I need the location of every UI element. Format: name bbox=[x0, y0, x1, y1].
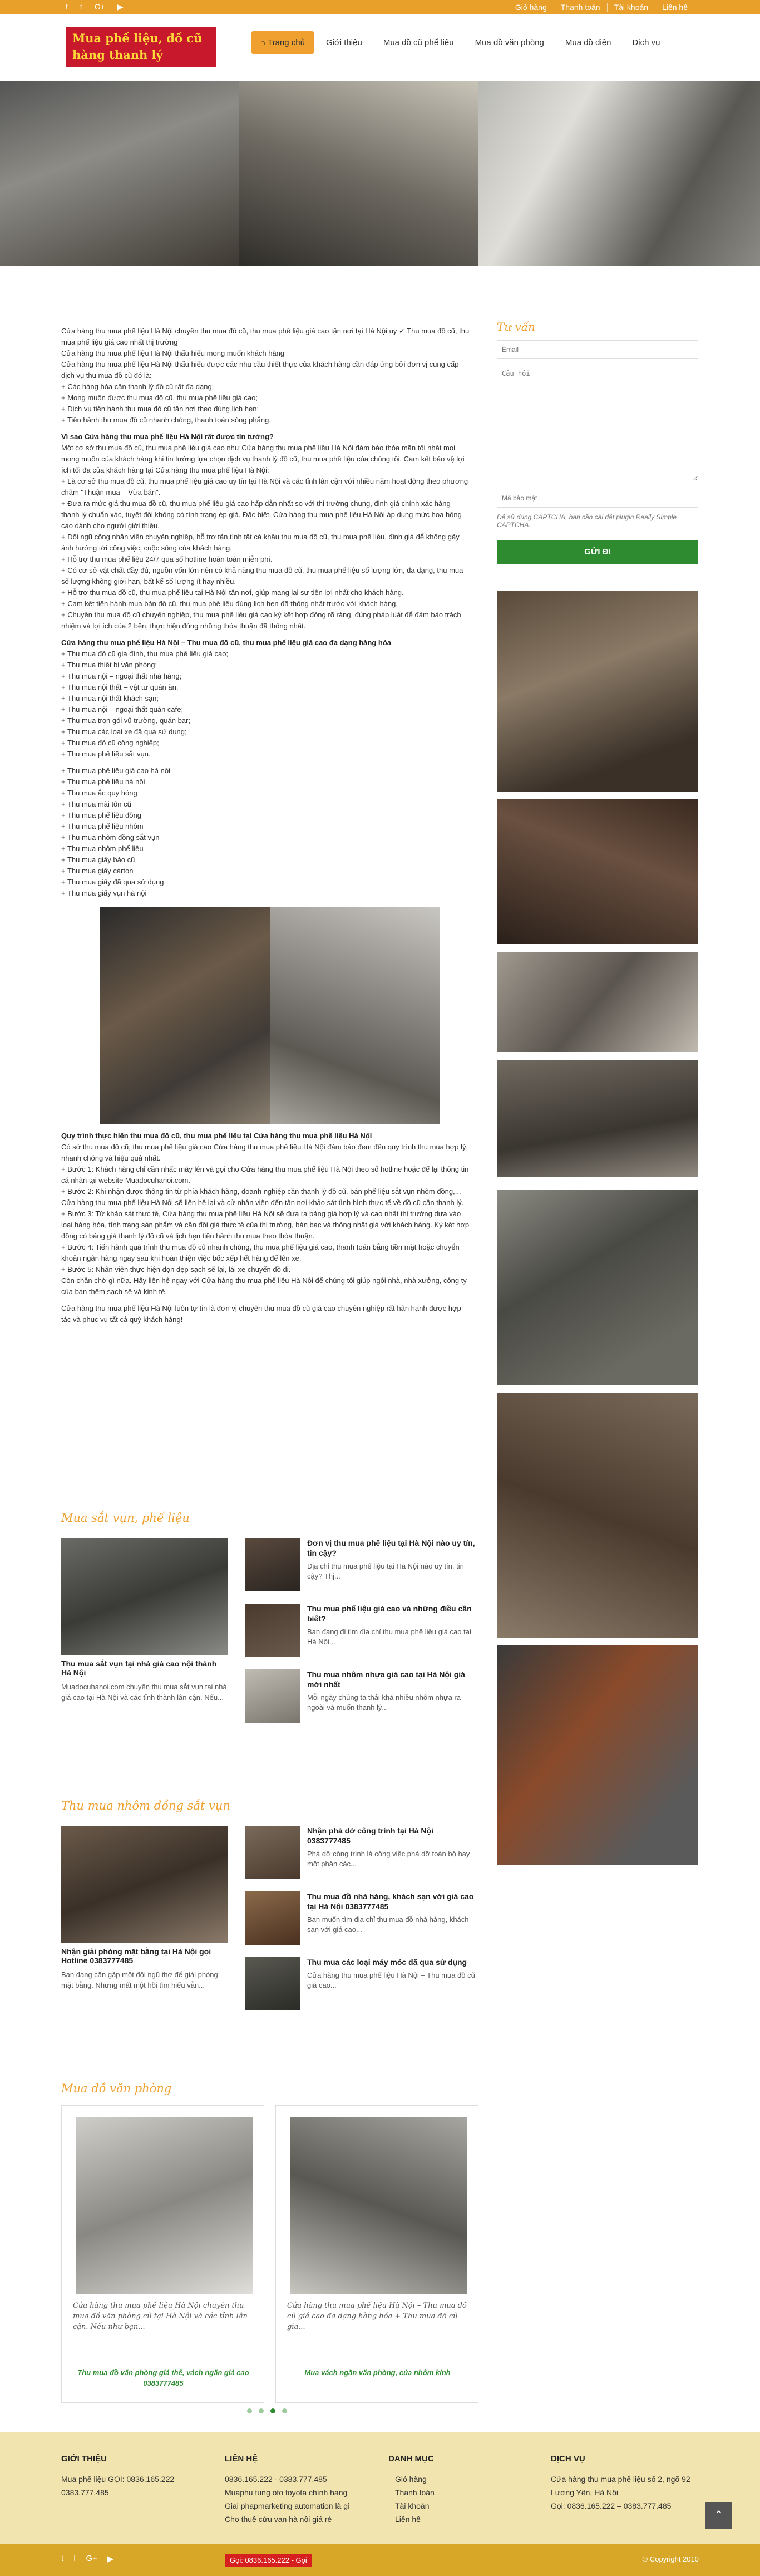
site-footer bbox=[0, 2432, 760, 2544]
list-item: + Thu mua đồ cũ gia đình, thu mua phế liệu giá cao; bbox=[61, 650, 229, 658]
nav-home[interactable]: ⌂ Trang chủ bbox=[251, 31, 314, 54]
card-link[interactable]: Thu mua đồ văn phòng giá thế, vách ngăn giá cao 0383777485 bbox=[77, 2368, 249, 2387]
footer-heading: GIỚI THIỆU bbox=[61, 2454, 107, 2464]
list-item[interactable]: + Thu mua phế liệu hà nội bbox=[61, 778, 145, 786]
list-item: + Các hàng hóa cần thanh lý đồ cũ rất đa dạng; bbox=[61, 382, 214, 391]
top-bar bbox=[0, 0, 760, 14]
featured-post[interactable] bbox=[61, 1538, 228, 1703]
list-item: + Bước 4: Tiến hành quá trình thu mua đồ cũ nhanh chóng, thu mua phế liệu giá cao, thanh toán bằng tiền mặt hoặc chuyển khoản ngân hàng ngay sau khi hoàn thiện việc bốc xếp hết hàng để lên xe. bbox=[61, 1243, 460, 1262]
list-item: + Mong muốn được thu mua đồ cũ, thu mua phế liệu giá cao; bbox=[61, 394, 258, 402]
section-title: Mua đồ văn phòng bbox=[61, 2082, 172, 2095]
list-item[interactable]: + Thu mua giấy báo cũ bbox=[61, 856, 135, 864]
card-link[interactable]: Mua vách ngăn văn phòng, của nhôm kính bbox=[304, 2368, 451, 2377]
footer-heading: DỊCH VỤ bbox=[551, 2454, 585, 2464]
home-icon: ⌂ bbox=[260, 38, 266, 47]
list-item[interactable]: + Thu mua nhôm đồng sắt vụn bbox=[61, 833, 160, 842]
list-item: + Đưa ra mức giá thu mua đồ cũ, thu mua phế liệu giá cao hấp dẫn nhất so với thị trường chung, định giá chính xác hàng thanh lý chuẩn xác, tuyệt đối không có tình trạng ép giá. Đặc biệt, Cửa hàng thu mua phế liệu Hà Nội áp dụng mức hoa hồng cao dành cho người giới thiệu. bbox=[61, 499, 462, 530]
google-plus-icon[interactable]: G+ bbox=[86, 2554, 97, 2563]
list-item[interactable]: + Thu mua giấy vụn hà nội bbox=[61, 889, 147, 897]
post-item[interactable] bbox=[245, 1538, 478, 1591]
post-thumbnail[interactable] bbox=[245, 1604, 300, 1657]
post-item[interactable] bbox=[245, 1669, 478, 1723]
list-item: + Cam kết tiến hành mua bán đồ cũ, thu mua phế liệu đúng lịch hẹn đã thống nhất trước với khách hàng. bbox=[61, 599, 398, 608]
social-links bbox=[61, 2554, 113, 2564]
banner-image-office-partitions bbox=[478, 81, 760, 266]
post-excerpt: Muadocuhanoi.com chuyên thu mua sắt vụn tại nhà giá cao tại Hà Nội và các tỉnh thành lân cận. Nếu... bbox=[61, 1683, 227, 1702]
google-plus-icon[interactable]: G+ bbox=[94, 2, 105, 11]
sidebar-image-7 bbox=[497, 1645, 698, 1865]
top-links bbox=[509, 3, 694, 12]
post-excerpt: Phá dỡ công trình là công việc phá dỡ toàn bộ hay một phần các... bbox=[307, 1850, 470, 1868]
post-title[interactable]: Đơn vị thu mua phế liệu tại Hà Nội nào uy tín, tin cậy? bbox=[307, 1538, 475, 1557]
list-item: + Thu mua phế liệu sắt vụn. bbox=[61, 750, 151, 758]
list-item: + Bước 2: Khi nhận được thông tin từ phía khách hàng, doanh nghiệp cần thanh lý đồ cũ, bán phế liệu sắt vụn nhôm đồng,... Cửa hàng thu mua phế liệu Hà Nội sẽ liên hệ lại và cử nhân viên đến tận nơi khảo sát tình hình thực tế về đồ cũ cần thanh lý. bbox=[61, 1187, 464, 1207]
account-link[interactable]: Tài khoản bbox=[607, 3, 655, 12]
checkout-link[interactable]: Thanh toán bbox=[554, 3, 607, 12]
footer-about bbox=[61, 2452, 211, 2499]
cart-link[interactable]: Giỏ hàng bbox=[515, 3, 547, 12]
twitter-icon[interactable]: t bbox=[80, 2, 82, 11]
office-card[interactable] bbox=[275, 2105, 478, 2403]
list-item: + Thu mua nội – ngoại thất nhà hàng; bbox=[61, 672, 182, 680]
footer-phone: Gọi: 0836.165.222 – 0383.777.485 bbox=[551, 2501, 672, 2510]
post-title[interactable]: Thu mua các loại máy móc đã qua sử dụng bbox=[307, 1958, 467, 1967]
list-item: + Bước 3: Từ khảo sát thực tế, Cửa hàng thu mua phế liệu Hà Nội sẽ đưa ra bảng giá hợp lý và cao nhất thị trường dựa vào loại hàng hóa, tình trạng sản phẩm và cân đối giá thực tế của thị trường, bàn bạc và thống nhất giá với khách hàng. Ký kết hợp đồng có bảng giá thanh lý đồ cũ và lịch hẹn tiến hành thu mua theo thỏa thuận. bbox=[61, 1210, 470, 1240]
post-title[interactable]: Thu mua đồ nhà hàng, khách sạn với giá cao tại Hà Nội 0383777485 bbox=[307, 1892, 474, 1911]
needs-list bbox=[61, 381, 470, 426]
sidebar bbox=[497, 320, 698, 1865]
banner-image-workers bbox=[239, 81, 478, 266]
list-item[interactable]: + Thu mua phế liệu đồng bbox=[61, 811, 141, 819]
card-caption: Cửa hàng thu mua phế liệu Hà Nội chuyên thu mua đồ văn phòng cũ tại Hà Nội và các tỉnh lân cận. Nếu như bạn... bbox=[73, 2302, 248, 2331]
sidebar-image-2 bbox=[497, 799, 698, 944]
list-item: + Là cơ sở thu mua đồ cũ, thu mua phế liệu giá cao uy tín tại Hà Nội và các tỉnh lân cận với nhiều năm hoạt động theo phương châm "Thuận mua – Vừa bán". bbox=[61, 477, 468, 496]
photo-machine-parts bbox=[270, 907, 440, 1124]
list-item: + Thu mua nội thất – vật tư quán ăn; bbox=[61, 683, 179, 691]
heading-why: Vì sao Cửa hàng thu mua phế liệu Hà Nội rất được tin tưởng? bbox=[61, 432, 274, 441]
footer-link[interactable]: 0836.165.222 - 0383.777.485 bbox=[225, 2475, 327, 2484]
post-thumbnail[interactable] bbox=[61, 1538, 228, 1655]
section-office bbox=[61, 2082, 473, 2410]
post-excerpt: Bạn đang cần gấp một đội ngũ thợ để giải phóng mặt bằng. Nhưng mất một hồi tìm hiểu vẫn... bbox=[61, 1970, 218, 1989]
post-item[interactable] bbox=[245, 1891, 478, 1945]
bottom-bar bbox=[0, 2544, 760, 2576]
post-excerpt: Địa chỉ thu mua phế liệu tại Hà Nội nào uy tín, tin cậy? Thị... bbox=[307, 1562, 464, 1580]
sidebar-image-3 bbox=[497, 952, 698, 1052]
email-field[interactable] bbox=[497, 340, 698, 359]
footer-link[interactable]: Tài khoản bbox=[395, 2501, 430, 2510]
main-nav bbox=[251, 31, 669, 54]
footer-link[interactable]: Cho thuê cửu vạn hà nội giá rẻ bbox=[225, 2515, 332, 2524]
card-image[interactable] bbox=[290, 2117, 467, 2294]
list-item: + Hỗ trợ thu mua phế liệu 24/7 qua số hotline hoàn toàn miễn phí. bbox=[61, 555, 273, 563]
nav-electric[interactable]: Mua đồ điện bbox=[565, 38, 611, 47]
back-to-top-icon[interactable]: ⌃ bbox=[705, 2502, 732, 2529]
goods-list bbox=[61, 648, 470, 760]
post-title[interactable]: Thu mua phế liệu giá cao và những điều cần biết? bbox=[307, 1604, 472, 1623]
nav-services[interactable]: Dịch vụ bbox=[632, 38, 660, 47]
sidebar-image-5 bbox=[497, 1190, 698, 1385]
reasons-list bbox=[61, 476, 470, 632]
intro-p1: Cửa hàng thu mua phế liệu Hà Nội chuyên thu mua đồ cũ, thu mua phế liệu giá cao tận nơi tại Hà Nội uy ✓ Thu mua đồ cũ, thu mua phế liệu giá cao nhất thị trường bbox=[61, 327, 470, 346]
post-thumbnail[interactable] bbox=[245, 1957, 300, 2010]
list-item[interactable]: + Thu mua phế liệu nhôm bbox=[61, 822, 144, 830]
card-caption: Cửa hàng thu mua phế liệu Hà Nội – Thu mua đồ cũ giá cao đa dạng hàng hóa + Thu mua đồ cũ gia... bbox=[287, 2302, 467, 2331]
steps-list bbox=[61, 1164, 470, 1275]
carousel-dot-active[interactable] bbox=[270, 2408, 275, 2413]
consult-title: Tư vấn bbox=[497, 320, 536, 333]
list-item[interactable]: + Thu mua mài tôn cũ bbox=[61, 800, 131, 808]
intro-p3: Cửa hàng thu mua phế liệu Hà Nội thấu hiểu được các nhu cầu thiết thực của khách hàng cần đáp ứng bởi đơn vị cung cấp dịch vụ thu mua đồ cũ đó là: bbox=[61, 360, 459, 380]
footer-heading: LIÊN HỆ bbox=[225, 2454, 258, 2464]
banner-image-scrap-site bbox=[0, 81, 239, 266]
article-content bbox=[61, 326, 470, 1325]
list-item: + Dịch vụ tiến hành thu mua đồ cũ tận nơi theo đúng lịch hẹn; bbox=[61, 405, 259, 413]
list-item: + Thu mua thiết bị văn phòng; bbox=[61, 661, 157, 669]
sidebar-image-4 bbox=[497, 1060, 698, 1177]
post-item[interactable] bbox=[245, 1604, 478, 1657]
question-field[interactable] bbox=[497, 365, 698, 481]
list-item[interactable]: + Thu mua ắc quy hỏng bbox=[61, 789, 137, 797]
site-logo[interactable]: Mua phế liệu, đồ cũ hàng thanh lý bbox=[66, 27, 216, 67]
footer-contact bbox=[225, 2452, 375, 2526]
copyright: © Copyright 2010 bbox=[642, 2555, 699, 2563]
post-thumbnail[interactable] bbox=[245, 1891, 300, 1945]
list-item: + Thu mua trọn gói vũ trường, quán bar; bbox=[61, 716, 190, 725]
post-excerpt: Bạn muốn tìm địa chỉ thu mua đồ nhà hàng, khách sạn với giá cao... bbox=[307, 1915, 469, 1934]
list-item: + Bước 1: Khách hàng chỉ cần nhấc máy lên và gọi cho Cửa hàng thu mua phế liệu Hà Nội theo số hotline hoặc để lại thông tin cá nhân tại website Muadocuhanoi.com. bbox=[61, 1165, 469, 1184]
photo-scrap-yard bbox=[100, 907, 270, 1124]
post-title[interactable]: Thu mua sắt vụn tại nhà giá cao nội thành Hà Nội bbox=[61, 1659, 217, 1677]
intro-p2: Cửa hàng thu mua phế liệu Hà Nội thấu hiểu mong muốn khách hàng bbox=[61, 349, 285, 357]
article-photos bbox=[100, 907, 470, 1124]
carousel-dot[interactable] bbox=[247, 2408, 252, 2413]
send-button[interactable]: GỬI ĐI bbox=[497, 540, 698, 564]
footer-link[interactable]: Liên hệ bbox=[395, 2515, 421, 2524]
site-header bbox=[0, 14, 760, 81]
post-excerpt: Mỗi ngày chúng ta thải khá nhiều nhôm nhựa ra ngoài và muốn thanh lý... bbox=[307, 1693, 461, 1712]
contact-link[interactable]: Liên hệ bbox=[655, 3, 694, 12]
sidebar-image-6 bbox=[497, 1393, 698, 1638]
footer-link[interactable]: Thanh toán bbox=[395, 2488, 435, 2497]
footer-heading: DANH MỤC bbox=[388, 2454, 434, 2464]
facebook-icon[interactable]: f bbox=[66, 2, 68, 11]
footer-services bbox=[551, 2452, 701, 2513]
post-title[interactable]: Nhận phá dỡ công trình tại Hà Nội 0383777485 bbox=[307, 1826, 433, 1845]
heading-process: Quy trình thực hiện thu mua đồ cũ, thu mua phế liệu tại Cửa hàng thu mua phế liệu Hà Nội bbox=[61, 1132, 372, 1140]
footer-text: Cửa hàng thu mua phế liệu số 2, ngõ 92 Lương Yên, Hà Nội bbox=[551, 2475, 690, 2497]
post-excerpt: Cửa hàng thu mua phế liệu Hà Nội – Thu mua đồ cũ giá cao... bbox=[307, 1971, 475, 1989]
youtube-icon[interactable]: ▶ bbox=[107, 2554, 114, 2564]
list-item[interactable]: + Thu mua giấy đã qua sử dụng bbox=[61, 878, 164, 886]
post-title[interactable]: Nhận giải phóng mặt bằng tại Hà Nội gọi Hotline 0383777485 bbox=[61, 1947, 211, 1965]
intro-p4: Một cơ sở thu mua đồ cũ, thu mua phế liệu giá cao như Cửa hàng thu mua phế liệu Hà Nội đảm bảo thỏa mãn tối nhất mọi mong muốn của khách hàng khi tin tưởng lựa chọn dịch vụ thanh lý đồ cũ, thu mua phế liệu của chúng tôi. Cam kết bảo vệ lợi ích tối đa của khách hàng tại Cửa hàng thu mua phế liệu Hà Nội: bbox=[61, 444, 465, 474]
list-item: + Thu mua đồ cũ công nghiệp; bbox=[61, 739, 159, 747]
card-image[interactable] bbox=[76, 2117, 253, 2294]
nav-used-scrap[interactable]: Mua đồ cũ phế liệu bbox=[383, 38, 454, 47]
footer-text: Mua phế liệu GỌI: 0836.165.222 – 0383.777.485 bbox=[61, 2475, 181, 2497]
list-item: + Thu mua nội thất khách sạn; bbox=[61, 694, 159, 702]
list-item: + Bước 5: Nhân viên thực hiện dọn dẹp sạch sẽ lại, lái xe chuyển đồ đi. bbox=[61, 1265, 291, 1274]
post-excerpt: Bạn đang đi tìm địa chỉ thu mua phế liệu giá cao tại Hà Nội... bbox=[307, 1628, 471, 1646]
intro-p5: Có sở thu mua đồ cũ, thu mua phế liệu giá cao Cửa hàng thu mua phế liệu Hà Nội đảm bảo đem đến quy trình thu mua hợp lý, nhanh chóng và hiệu quả nhất. bbox=[61, 1143, 468, 1162]
footer-link[interactable]: Muaphu tung oto toyota chính hang bbox=[225, 2488, 348, 2497]
nav-about[interactable]: Giới thiệu bbox=[325, 38, 362, 47]
intro-p7: Cửa hàng thu mua phế liệu Hà Nội luôn tự tin là đơn vị chuyên thu mua đồ cũ giá cao chuyên nghiệp rất hân hạnh được hợp tác và phục vụ tất cả quý khách hàng! bbox=[61, 1304, 461, 1324]
section-title: Thu mua nhôm đồng sắt vụn bbox=[61, 1799, 230, 1812]
nav-office[interactable]: Mua đồ văn phòng bbox=[475, 38, 544, 47]
footer-link[interactable]: Giỏ hàng bbox=[395, 2475, 427, 2484]
captcha-field[interactable] bbox=[497, 489, 698, 508]
carousel-dot[interactable] bbox=[282, 2408, 287, 2413]
carousel-dots bbox=[247, 2408, 287, 2413]
list-item[interactable]: + Thu mua giấy carton bbox=[61, 867, 134, 875]
list-item[interactable]: + Thu mua nhôm phế liệu bbox=[61, 844, 144, 853]
section-scrap bbox=[61, 1511, 473, 1756]
hero-banner bbox=[0, 81, 760, 266]
youtube-icon[interactable]: ▶ bbox=[117, 2, 124, 11]
post-title[interactable]: Thu mua nhôm nhựa giá cao tại Hà Nội giá mới nhất bbox=[307, 1670, 465, 1689]
list-item: + Chuyên thu mua đồ cũ chuyên nghiệp, thu mua phế liệu giá cao kỳ kết hợp đồng rõ ràng, đúng pháp luật để đảm bảo trách nhiệm và lợi ích của 2 bên, thực hiện đúng những thỏa thuận đã thống nhất. bbox=[61, 611, 461, 630]
section-metal bbox=[61, 1799, 473, 2033]
captcha-note: Để sử dụng CAPTCHA, bạn cần cài đặt plugin Really Simple CAPTCHA. bbox=[497, 513, 677, 529]
post-thumbnail[interactable] bbox=[245, 1538, 300, 1591]
office-card[interactable] bbox=[61, 2105, 264, 2403]
list-item: + Thu mua các loại xe đã qua sử dụng; bbox=[61, 727, 187, 736]
call-button[interactable]: Gọi: 0836.165.222 - Gọi bbox=[225, 2554, 312, 2567]
section-title: Mua sắt vụn, phế liệu bbox=[61, 1511, 190, 1525]
list-item: + Hỗ trợ thu mua đồ cũ, thu mua phế liệu tại Hà Nội tận nơi, giúp mang lại sự tiện lợi nhất cho khách hàng. bbox=[61, 588, 404, 597]
carousel-dot[interactable] bbox=[259, 2408, 264, 2413]
social-links bbox=[66, 2, 124, 12]
footer-categories bbox=[388, 2452, 539, 2526]
intro-p6: Còn chần chờ gì nữa. Hãy liên hệ ngay với Cửa hàng thu mua phế liệu Hà Nội để chúng tôi giúp ngôi nhà, nhà xưởng, công ty của bạn thêm sạch sẽ và kinh tế. bbox=[61, 1276, 467, 1296]
post-thumbnail[interactable] bbox=[245, 1669, 300, 1723]
scrap-link-list bbox=[61, 765, 470, 899]
footer-link[interactable]: Giai phapmarketing automation là gì bbox=[225, 2501, 350, 2510]
facebook-icon[interactable]: f bbox=[73, 2554, 76, 2563]
post-thumbnail[interactable] bbox=[245, 1826, 300, 1879]
post-item[interactable] bbox=[245, 1957, 478, 2010]
sidebar-image-1 bbox=[497, 591, 698, 792]
list-item: + Có cơ sở vật chất đầy đủ, nguồn vốn lớn nên có khả năng thu mua đồ cũ, thu mua phế liệu số lượng lớn, đa dạng, thu mua số lượng không giới hạn, bất kể số lượng ít hay nhiều. bbox=[61, 566, 463, 586]
list-item: + Đội ngũ công nhân viên chuyên nghiệp, hỗ trợ tận tình tất cả khâu thu mua đồ cũ, thu mua phế liệu, định giá để không gây ảnh hưởng tới công việc, cuộc sống của khách hàng. bbox=[61, 533, 460, 552]
post-item[interactable] bbox=[245, 1826, 478, 1879]
list-item: + Thu mua nội – ngoại thất quán cafe; bbox=[61, 705, 184, 714]
list-item[interactable]: + Thu mua phế liệu giá cao hà nội bbox=[61, 766, 170, 775]
post-thumbnail[interactable] bbox=[61, 1826, 228, 1943]
featured-post[interactable] bbox=[61, 1826, 228, 1990]
list-item: + Tiến hành thu mua đồ cũ nhanh chóng, thanh toán sòng phẳng. bbox=[61, 416, 271, 424]
heading-goods: Cửa hàng thu mua phế liệu Hà Nội – Thu mua đồ cũ, thu mua phế liệu giá cao đa dạng hàng hóa bbox=[61, 638, 392, 647]
twitter-icon[interactable]: t bbox=[61, 2554, 64, 2563]
